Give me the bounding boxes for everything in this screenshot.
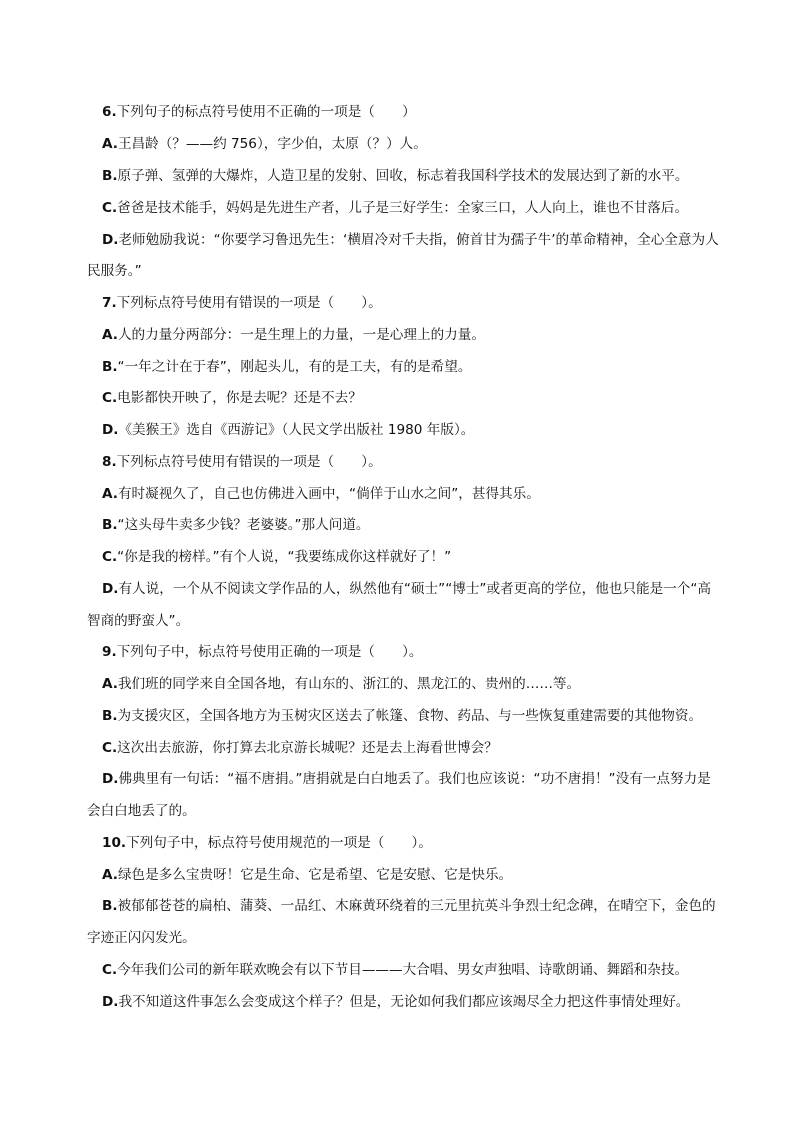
question-9-option-a: A.我们班的同学来自全国各地，有山东的、浙江的、黑龙江的、贵州的……等。 — [102, 676, 581, 692]
question-9-option-d-continued: 会白白地丢了的。 — [87, 803, 196, 819]
question-10-stem: 10.下列句子中，标点符号使用规范的一项是（ ）。 — [102, 835, 432, 851]
item-marker: B. — [102, 898, 118, 914]
question-6-option-b: B.原子弹、氢弹的大爆炸，人造卫星的发射、回收，标志着我国科学技术的发展达到了新的水平。 — [102, 168, 689, 184]
item-marker: B. — [102, 708, 118, 724]
question-6-option-d-continued: 民服务。” — [87, 263, 142, 279]
question-6-stem: 6.下列句子的标点符号使用不正确的一项是（ ） — [102, 104, 416, 120]
question-9-option-d: D.佛典里有一句话：“福不唐捐。”唐捐就是白白地丢了。我们也应该说：“功不唐捐！”没有一点努力是 — [102, 771, 711, 787]
question-8-option-b: B.“这头母牛卖多少钱？老婆婆。”那人问道。 — [102, 517, 370, 533]
item-marker: B. — [102, 168, 118, 184]
question-7-option-c: C.电影都快开映了，你是去呢？还是不去？ — [102, 390, 362, 406]
item-marker: C. — [102, 549, 118, 565]
item-marker: A. — [102, 327, 118, 343]
item-marker: D. — [102, 422, 119, 438]
item-marker: A. — [102, 867, 118, 883]
item-marker: C. — [102, 390, 118, 406]
item-marker: 8. — [102, 454, 117, 470]
item-marker: D. — [102, 232, 119, 248]
item-marker: D. — [102, 581, 119, 597]
item-marker: C. — [102, 200, 118, 216]
question-9-option-b: B.为支援灾区，全国各地方为玉树灾区送去了帐篷、食物、药品、与一些恢复重建需要的其他物资。 — [102, 708, 703, 724]
question-8-option-a: A.有时凝视久了，自己也仿佛进入画中，“倘佯于山水之间”，甚得其乐。 — [102, 486, 540, 502]
item-marker: 10. — [102, 835, 127, 851]
question-10-option-b-continued: 字迹正闪闪发光。 — [87, 930, 196, 946]
question-9-option-c: C.这次出去旅游，你打算去北京游长城呢？还是去上海看世博会？ — [102, 740, 498, 756]
item-marker: A. — [102, 676, 118, 692]
question-8-option-c: C.“你是我的榜样。”有个人说，“我要练成你这样就好了！” — [102, 549, 452, 565]
item-marker: A. — [102, 486, 118, 502]
question-10-option-c: C.今年我们公司的新年联欢晚会有以下节目———大合唱、男女声独唱、诗歌朗诵、舞蹈和杂技。 — [102, 962, 689, 978]
item-marker: B. — [102, 359, 118, 375]
question-9-stem: 9.下列句子中，标点符号使用正确的一项是（ ）。 — [102, 644, 423, 660]
question-10-option-d: D.我不知道这件事怎么会变成这个样子？但是，无论如何我们都应该竭尽全力把这件事情处理好。 — [102, 994, 690, 1010]
question-6-option-d: D.老师勉励我说：“你要学习鲁迅先生：‘横眉冷对千夫指，俯首甘为孺子牛’的革命精神，全心全意为人 — [102, 232, 719, 248]
question-7-option-a: A.人的力量分两部分：一是生理上的力量，一是心理上的力量。 — [102, 327, 485, 343]
question-7-option-d: D.《美猴王》选自《西游记》（人民文学出版社 1980 年版）。 — [102, 422, 475, 438]
item-marker: D. — [102, 771, 119, 787]
item-marker: 9. — [102, 644, 117, 660]
item-marker: C. — [102, 740, 118, 756]
question-8-stem: 8.下列标点符号使用有错误的一项是（ ）。 — [102, 454, 382, 470]
item-marker: 7. — [102, 295, 117, 311]
question-8-option-d-continued: 智商的野蛮人”。 — [87, 613, 190, 629]
question-7-option-b: B.“一年之计在于春”，刚起头儿，有的是工夫，有的是希望。 — [102, 359, 472, 375]
item-marker: 6. — [102, 104, 117, 120]
item-marker: D. — [102, 994, 119, 1010]
question-10-option-a: A.绿色是多么宝贵呀！它是生命、它是希望、它是安慰、它是快乐。 — [102, 867, 513, 883]
question-7-stem: 7.下列标点符号使用有错误的一项是（ ）。 — [102, 295, 382, 311]
question-6-option-a: A.王昌龄（？——约 756），字少伯，太原（？）人。 — [102, 136, 427, 152]
item-marker: A. — [102, 136, 118, 152]
item-marker: B. — [102, 517, 118, 533]
question-8-option-d: D.有人说，一个从不阅读文学作品的人，纵然他有“硕士”“博士”或者更高的学位，他也只能是一个“高 — [102, 581, 712, 597]
question-6-option-c: C.爸爸是技术能手，妈妈是先进生产者，儿子是三好学生：全家三口，人人向上，谁也不甘落后。 — [102, 200, 689, 216]
question-10-option-b: B.被郁郁苍苍的扁柏、蒲葵、一品红、木麻黄环绕着的三元里抗英斗争烈士纪念碑，在晴空下，金色的 — [102, 898, 716, 914]
item-marker: C. — [102, 962, 118, 978]
